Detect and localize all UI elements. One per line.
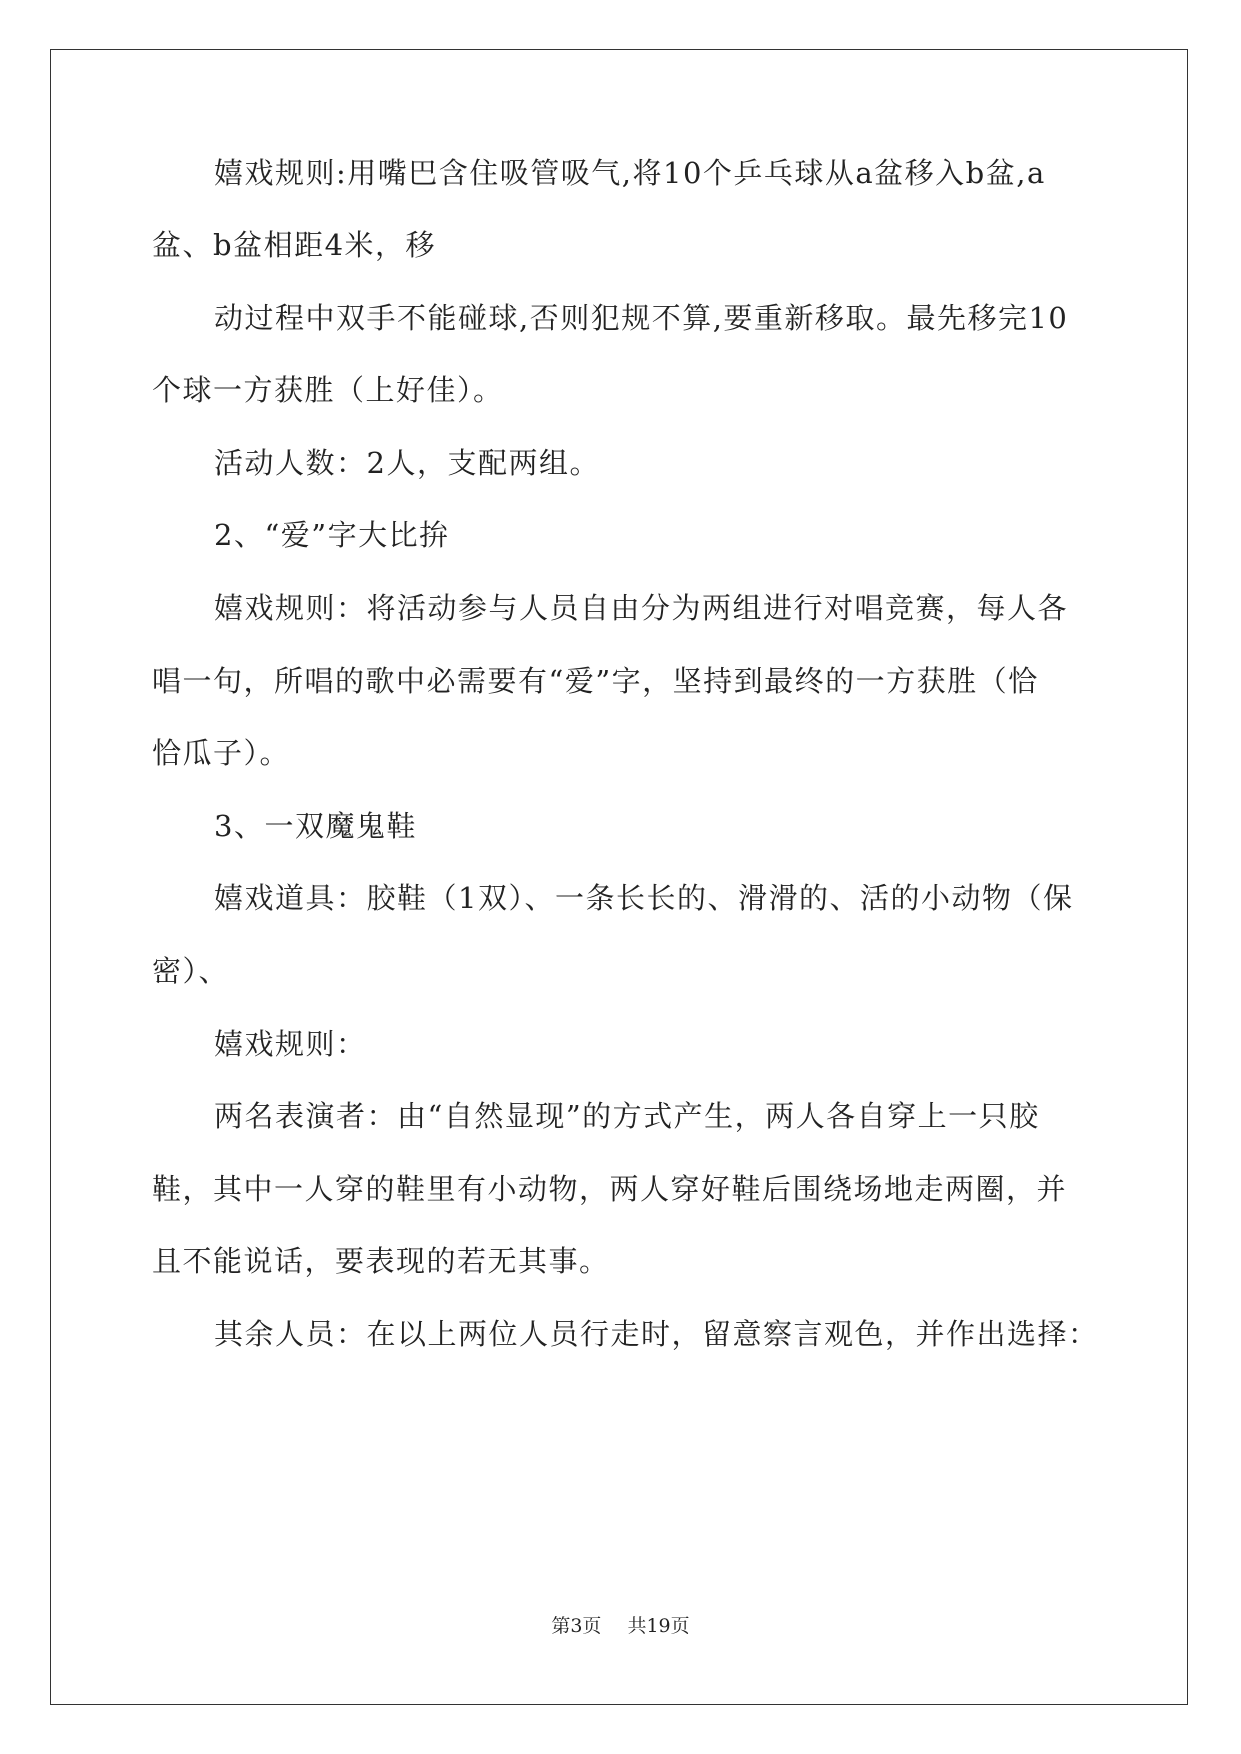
paragraph-line: 个球一方获胜（上好佳）。 [152, 373, 504, 407]
section-heading: 3、一双魔鬼鞋 [214, 809, 417, 843]
paragraph-line: 嬉戏规则：将活动参与人员自由分为两组进行对唱竞赛，每人各 [214, 591, 1069, 625]
paragraph-line: 唱一句，所唱的歌中必需要有“爱”字，坚持到最终的一方获胜（恰 [152, 664, 1039, 698]
page-number-total: 共19页 [627, 1615, 690, 1637]
paragraph-line: 鞋，其中一人穿的鞋里有小动物，两人穿好鞋后围绕场地走两圈，并 [152, 1172, 1068, 1206]
paragraph-line: 其余人员：在以上两位人员行走时，留意察言观色，并作出选择： [214, 1317, 1099, 1351]
paragraph-line: 密）、 [152, 954, 230, 988]
paragraph-line: 盆、b盆相距4米，移 [152, 228, 437, 262]
paragraph-line: 且不能说话，要表现的若无其事。 [152, 1244, 610, 1278]
paragraph-line: 活动人数：2人，支配两组。 [214, 446, 600, 480]
paragraph-line: 两名表演者：由“自然显现”的方式产生，两人各自穿上一只胶 [214, 1099, 1040, 1133]
paragraph-line: 恰瓜子）。 [152, 736, 291, 770]
paragraph-line: 嬉戏道具：胶鞋（1双）、一条长长的、滑滑的、活的小动物（保 [214, 881, 1074, 915]
paragraph-line: 动过程中双手不能碰球,否则犯规不算,要重新移取。最先移完10 [214, 301, 1069, 335]
page-footer [0, 1614, 1241, 1638]
paragraph-line: 嬉戏规则： [214, 1027, 367, 1061]
section-heading: 2、“爱”字大比拚 [214, 518, 450, 552]
paragraph-line: 嬉戏规则:用嘴巴含住吸管吸气,将10个乒乓球从a盆移入b盆,a [214, 156, 1046, 190]
page-number-current: 第3页 [551, 1615, 602, 1637]
